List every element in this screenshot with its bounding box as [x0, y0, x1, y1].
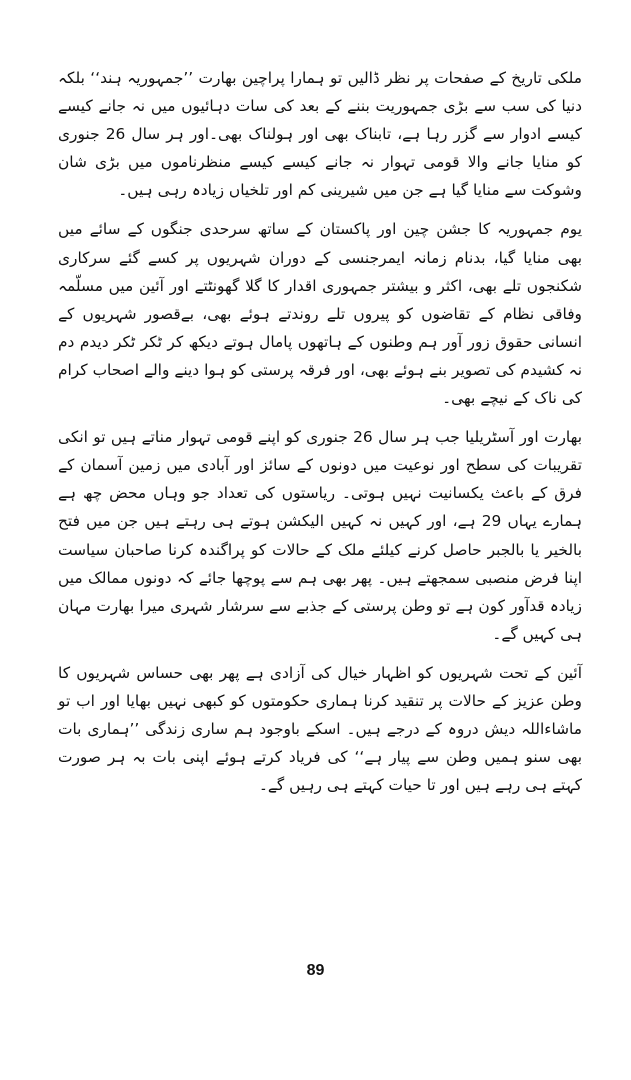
paragraph-2: یوم جمہوریہ کا جشن چین اور پاکستان کے ساتھ سرحدی جنگوں کے سائے میں بھی منایا گیا، بدنام زمانہ ایمرجنسی کے دوران شہریوں پر کسے گئے سرکاری شکنجوں تلے بھی، اکثر و بیشتر جمہوری اقدار کا گلا گھونٹتے اور آئین میں مسلّمہ وفاقی نظام کے تقاضوں کو پیروں تلے روندتے ہوئے بھی، بےقصور شہریوں کے انسانی حقوق زور آور ہم وطنوں کے ہاتھوں پامال ہوتے دیکھ کر ٹکر ٹکر دیدم دم نہ کشیدم کی تصویر بنے ہوئے بھی، اور فرقہ پرستی کو ہوا دینے والے اصحاب کرام کی ناک کے نیچے بھی۔: [58, 220, 582, 408]
body-text: [58, 64, 582, 810]
page-number: 89: [306, 962, 325, 979]
paragraph-1: ملکی تاریخ کے صفحات پر نظر ڈالیں تو ہمارا پراچین بھارت ’’جمہوریہ ہند‘‘ بلکہ دنیا کی سب سے بڑی جمہوریت بننے کے بعد کی سات دہائیوں میں نہ جانے کیسے کیسے ادوار سے گزر رہا ہے، تابناک بھی اور ہولناک بھی۔اور ہر سال 26 جنوری کو منایا جانے والا قومی تہوار نہ جانے کیسے کیسے منظرناموں میں بڑی شان وشوکت سے منایا گیا ہے جن میں شیرینی کم اور تلخیاں زیادہ رہی ہیں۔: [58, 69, 583, 200]
paragraph-3: بھارت اور آسٹریلیا جب ہر سال 26 جنوری کو اپنے قومی تہوار مناتے ہیں تو انکی تقریبات کی سطح اور نوعیت میں دونوں کے سائز اور آبادی میں زمین آسمان کے فرق کے باعث یکسانیت نہیں ہوتی۔ ریاستوں کی تعداد جو وہاں محض چھ ہے ہمارے یہاں 29 ہے، اور کہیں نہ کہیں الیکشن ہوتے ہی رہتے ہیں جن میں فتح بالخیر یا بالجبر حاصل کرنے کیلئے ملک کے حالات کو پراگندہ کرنا صاحبان سیاست اپنا فرض منصبی سمجھتے ہیں۔ پھر بھی ہم سے پوچھا جائے کہ دونوں ممالک میں زیادہ قدآور کون ہے تو وطن پرستی کے جذبے سے سرشار شہری میرا بھارت مہان ہی کہیں گے۔: [58, 428, 583, 643]
paragraph-4: آئین کے تحت شہریوں کو اظہار خیال کی آزادی ہے پھر بھی حساس شہریوں کا وطن عزیز کے حالات پر تنقید کرنا ہماری حکومتوں کو کبھی نہیں بھایا اور اب تو ماشاءاللہ دیش دروہ کے درجے ہیں۔ اسکے باوجود ہم ساری زندگی ’’ہماری بات بھی سنو ہمیں وطن سے پیار ہے‘‘ کی فریاد کرتے ہوئے اپنی بات بہ ہر صورت کہتے ہی رہے ہیں اور تا حیات کہتے ہی رہیں گے۔: [58, 663, 582, 795]
